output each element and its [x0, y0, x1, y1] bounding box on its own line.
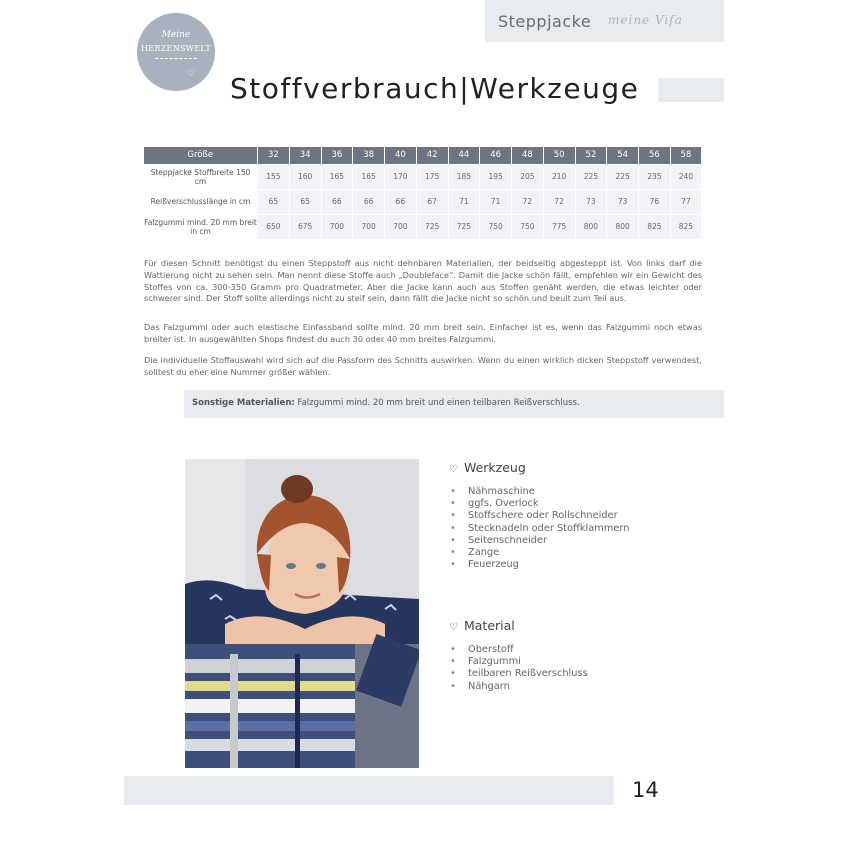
- list-item: [450, 535, 629, 547]
- misc-materials-label: Sonstige Materialien:: [192, 398, 295, 408]
- list-item: [450, 486, 629, 498]
- bullet-icon: •: [450, 510, 456, 522]
- table-cell: 165: [353, 164, 385, 189]
- photo-woman-with-fabrics: [185, 459, 419, 768]
- page-number: 14: [632, 778, 659, 802]
- table-row: [144, 189, 702, 214]
- list-item-label: Zange: [468, 547, 500, 559]
- bullet-icon: •: [450, 498, 456, 510]
- bullet-icon: •: [450, 522, 456, 534]
- table-cell: 235: [639, 164, 671, 189]
- list-item-label: Falzgummi: [468, 656, 521, 668]
- table-cell: 72: [512, 189, 544, 214]
- misc-materials: [192, 398, 580, 408]
- list-item-label: Nähgarn: [468, 680, 510, 692]
- table-cell: 155: [258, 164, 290, 189]
- table-cell: 750: [480, 214, 512, 239]
- table-cell: 750: [512, 214, 544, 239]
- logo: [137, 13, 215, 91]
- table-cell: 65: [258, 189, 290, 214]
- paragraph-fabric: Für diesen Schnitt benötigst du einen Steppstoff aus nicht dehnbaren Materialien, der beidseitig abgesteppt ist. Von links darf die Wattierung nicht zu sehen sein. Man nennt diese Stoffe auch „Doubleface“. Damit die Jacke schön fällt, empfehlen wir ein Gewicht des Stoffes von ca. 300-350 Gramm pro Quadratmeter. Aber die Jacke kann auch aus Stoffen genäht werden, die etwas leichter oder schwerer sind. Der Stoff sollte allerdings nicht zu steif sein, dann fällt die Jacke nicht so schön und beult zum Teil aus.: [144, 258, 702, 304]
- table-cell: 800: [575, 214, 607, 239]
- bullet-icon: •: [450, 644, 456, 655]
- list-item-label: ggfs. Overlock: [468, 498, 539, 510]
- table-cell: 66: [321, 189, 353, 214]
- table-cell: 73: [575, 189, 607, 214]
- list-item: [450, 523, 629, 535]
- header-script-brand: meine Vifa: [608, 13, 683, 27]
- list-item-label: Oberstoff: [468, 644, 514, 655]
- bullet-icon: •: [450, 559, 456, 571]
- heart-icon: ♡: [187, 69, 196, 79]
- bullet-icon: •: [450, 680, 456, 692]
- list-item-label: Stoffschere oder Rollschneider: [468, 510, 618, 522]
- logo-main-text: HERZENSWELT: [140, 44, 212, 53]
- size-column-header: 58: [670, 147, 701, 164]
- list-item: [450, 510, 629, 522]
- list-item: [450, 668, 588, 680]
- bullet-icon: •: [450, 547, 456, 559]
- logo-divider: [155, 58, 197, 59]
- table-cell: 71: [448, 189, 480, 214]
- table-cell: 66: [385, 189, 417, 214]
- bullet-icon: •: [450, 534, 456, 546]
- table-cell: 825: [639, 214, 671, 239]
- table-cell: 73: [607, 189, 639, 214]
- size-column-header: 34: [289, 147, 321, 164]
- paragraph-fit: Die individuelle Stoffauswahl wird sich auf die Passform des Schnitts auswirken. Wenn du einen wirklich dicken Steppstoff verwendest, solltest du eher eine Nummer größer wählen.: [144, 355, 702, 377]
- table-cell: 675: [289, 214, 321, 239]
- table-cell: 67: [416, 189, 448, 214]
- list-item: [450, 656, 588, 668]
- table-cell: 165: [321, 164, 353, 189]
- list-item: [450, 547, 629, 559]
- table-cell: 225: [575, 164, 607, 189]
- size-column-header: 48: [512, 147, 544, 164]
- table-cell: 72: [543, 189, 575, 214]
- table-cell: 175: [416, 164, 448, 189]
- bullet-icon: •: [450, 668, 456, 680]
- table-cell: 210: [543, 164, 575, 189]
- list-item-label: Nähmaschine: [468, 486, 535, 497]
- table-row-label: Reißverschlusslänge in cm: [144, 189, 258, 214]
- size-column-header: 46: [480, 147, 512, 164]
- material-title: Material: [463, 618, 515, 633]
- list-item-label: teilbaren Reißverschluss: [468, 668, 588, 680]
- werkzeug-heading: [449, 460, 526, 475]
- list-item: [450, 498, 629, 510]
- table-cell: 700: [353, 214, 385, 239]
- heart-icon: ♡: [449, 622, 458, 633]
- material-list: [450, 644, 588, 693]
- table-cell: 77: [670, 189, 701, 214]
- footer-band: [124, 776, 614, 805]
- size-column-header: 56: [639, 147, 671, 164]
- list-item: [450, 681, 588, 693]
- size-column-header: 50: [543, 147, 575, 164]
- size-table-header-row: [144, 147, 702, 164]
- size-column-header: 40: [385, 147, 417, 164]
- size-column-header: 32: [258, 147, 290, 164]
- heart-icon: ♡: [449, 464, 458, 475]
- title-accent-band: [658, 78, 724, 102]
- size-column-header: 52: [575, 147, 607, 164]
- table-cell: 240: [670, 164, 701, 189]
- table-row-label: Steppjacke Stoffbreite 150 cm: [144, 164, 258, 189]
- table-cell: 650: [258, 214, 290, 239]
- size-column-header: 54: [607, 147, 639, 164]
- list-item: [450, 559, 629, 571]
- table-cell: 725: [416, 214, 448, 239]
- paragraph-elastic: Das Falzgummi oder auch elastische Einfassband sollte mind. 20 mm breit sein. Einfacher ist es, wenn das Falzgummi noch etwas breiter ist. In ausgewählten Shops findest du auch 30 oder 40 mm breites Falzgummi.: [144, 322, 702, 344]
- photo-illustration: [185, 459, 419, 768]
- werkzeug-title: Werkzeug: [463, 460, 526, 475]
- table-cell: 160: [289, 164, 321, 189]
- list-item: [450, 644, 588, 656]
- size-column-header: 44: [448, 147, 480, 164]
- logo-top-text: Meine: [161, 30, 191, 40]
- size-column-header: 38: [353, 147, 385, 164]
- size-column-header: 36: [321, 147, 353, 164]
- table-cell: 76: [639, 189, 671, 214]
- table-cell: 725: [448, 214, 480, 239]
- size-column-header: 42: [416, 147, 448, 164]
- list-item-label: Stecknadeln oder Stoffklammern: [468, 522, 630, 534]
- table-cell: 800: [607, 214, 639, 239]
- bullet-icon: •: [450, 486, 456, 497]
- table-cell: 195: [480, 164, 512, 189]
- list-item-label: Feuerzeug: [468, 559, 519, 571]
- size-table-header-label: Größe: [144, 147, 258, 164]
- table-cell: 225: [607, 164, 639, 189]
- list-item-label: Seitenschneider: [468, 534, 547, 546]
- misc-materials-text: Falzgummi mind. 20 mm breit und einen teilbaren Reißverschluss.: [294, 398, 580, 408]
- table-cell: 185: [448, 164, 480, 189]
- table-cell: 65: [289, 189, 321, 214]
- table-cell: 170: [385, 164, 417, 189]
- material-heading: [449, 618, 515, 633]
- size-table: [143, 147, 701, 239]
- header-title: Steppjacke: [498, 12, 592, 31]
- table-row-label: Falzgummi mind. 20 mm breit in cm: [144, 214, 258, 239]
- table-cell: 71: [480, 189, 512, 214]
- table-cell: 825: [670, 214, 701, 239]
- table-cell: 205: [512, 164, 544, 189]
- table-cell: 700: [321, 214, 353, 239]
- table-cell: 775: [543, 214, 575, 239]
- table-cell: 700: [385, 214, 417, 239]
- table-row: [144, 164, 702, 189]
- werkzeug-list: [450, 486, 629, 571]
- bullet-icon: •: [450, 656, 456, 668]
- page-title: Stoffverbrauch|Werkzeuge: [230, 72, 640, 105]
- table-row: [144, 214, 702, 239]
- table-cell: 66: [353, 189, 385, 214]
